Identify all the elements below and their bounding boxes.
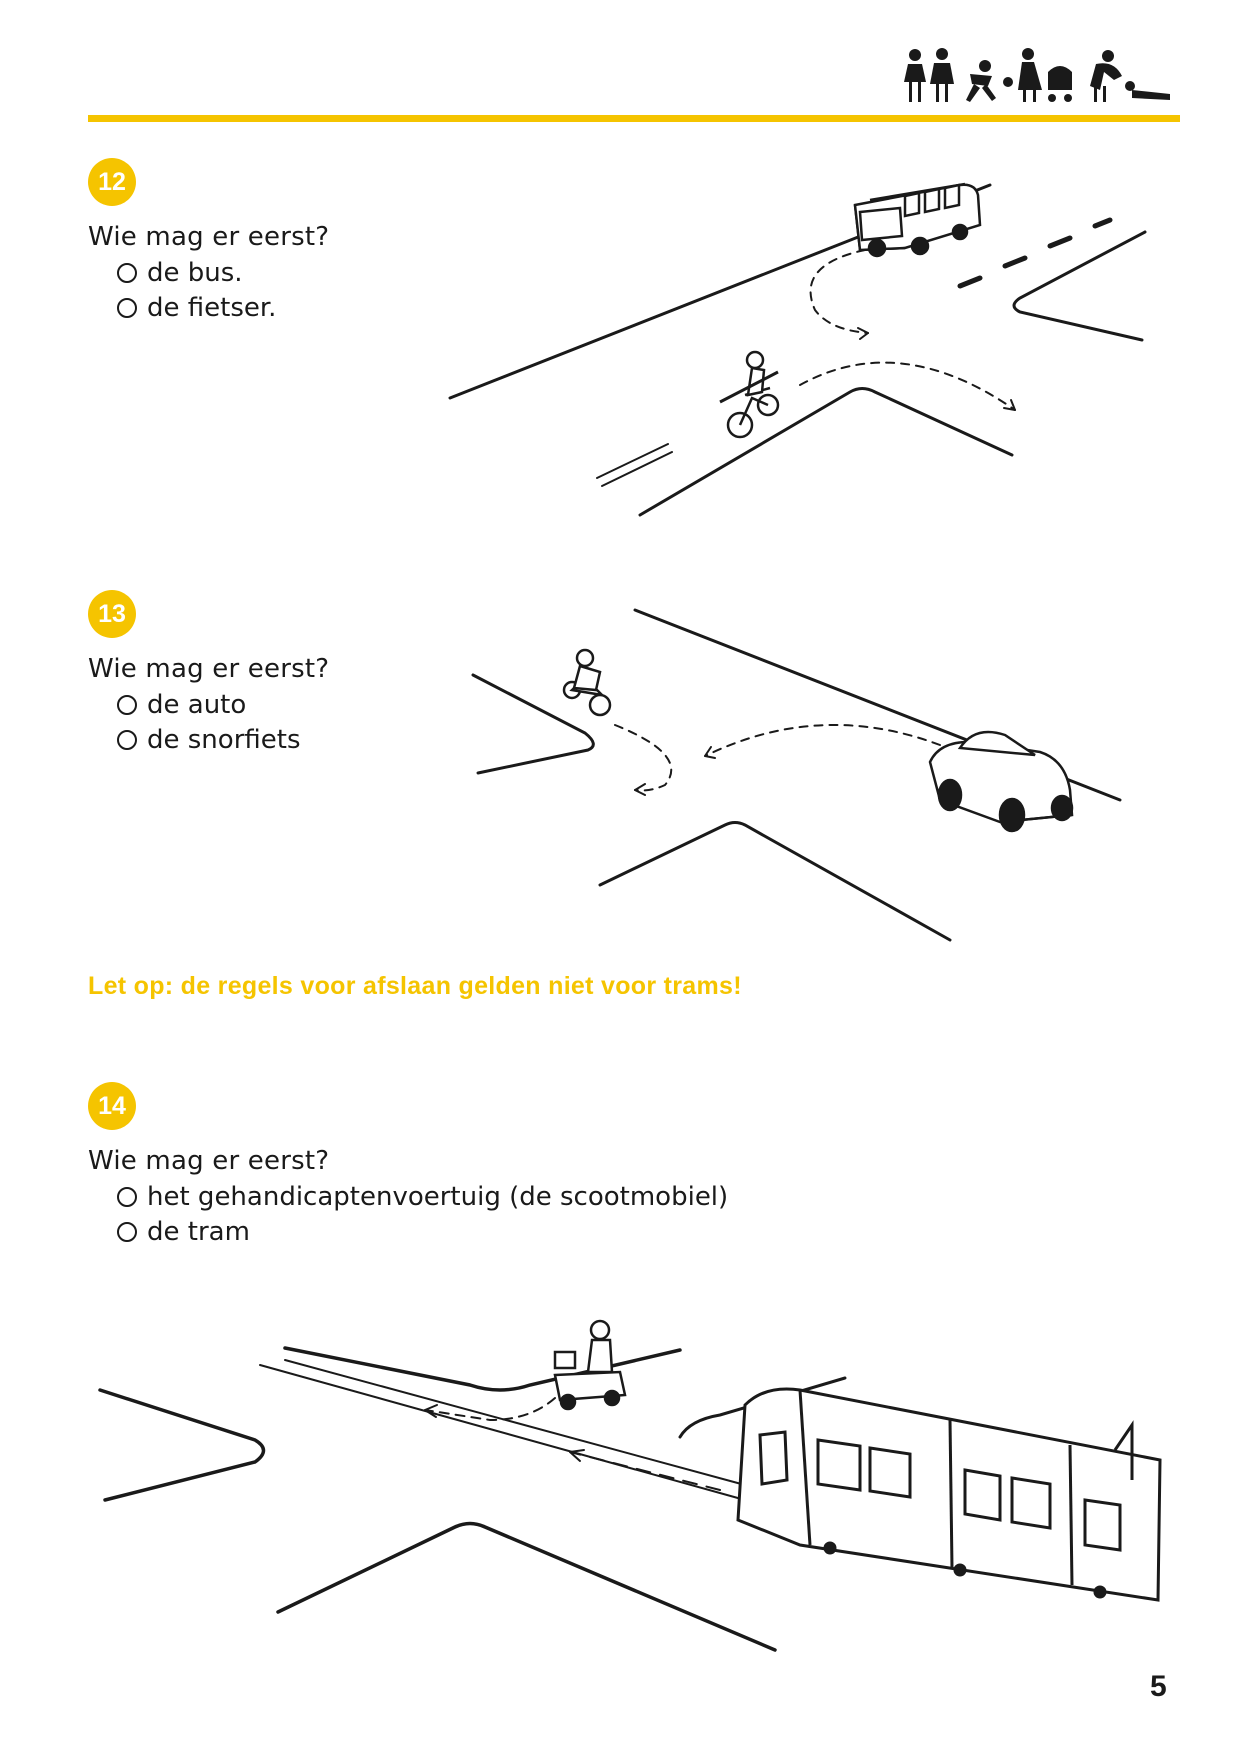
question-text-13: Wie mag er eerst? [88,654,330,684]
question-text-12: Wie mag er eerst? [88,222,330,252]
option-label: het gehandicaptenvoertuig (de scootmobiel) [147,1182,729,1212]
question-number-14: 14 [88,1082,136,1130]
option-label: de fietser. [147,293,277,323]
question-number-13: 13 [88,590,136,638]
option-label: de bus. [147,258,243,288]
question-number-12: 12 [88,158,136,206]
question-text-14: Wie mag er eerst? [88,1146,330,1176]
tram-icon [738,1389,1160,1600]
option-label: de snorfiets [147,725,301,755]
option-label: de auto [147,690,247,720]
option-label: de tram [147,1217,250,1247]
tram-rule-note: Let op: de regels voor afslaan gelden niet voor trams! [88,972,742,1000]
page-number: 5 [1150,1670,1167,1703]
